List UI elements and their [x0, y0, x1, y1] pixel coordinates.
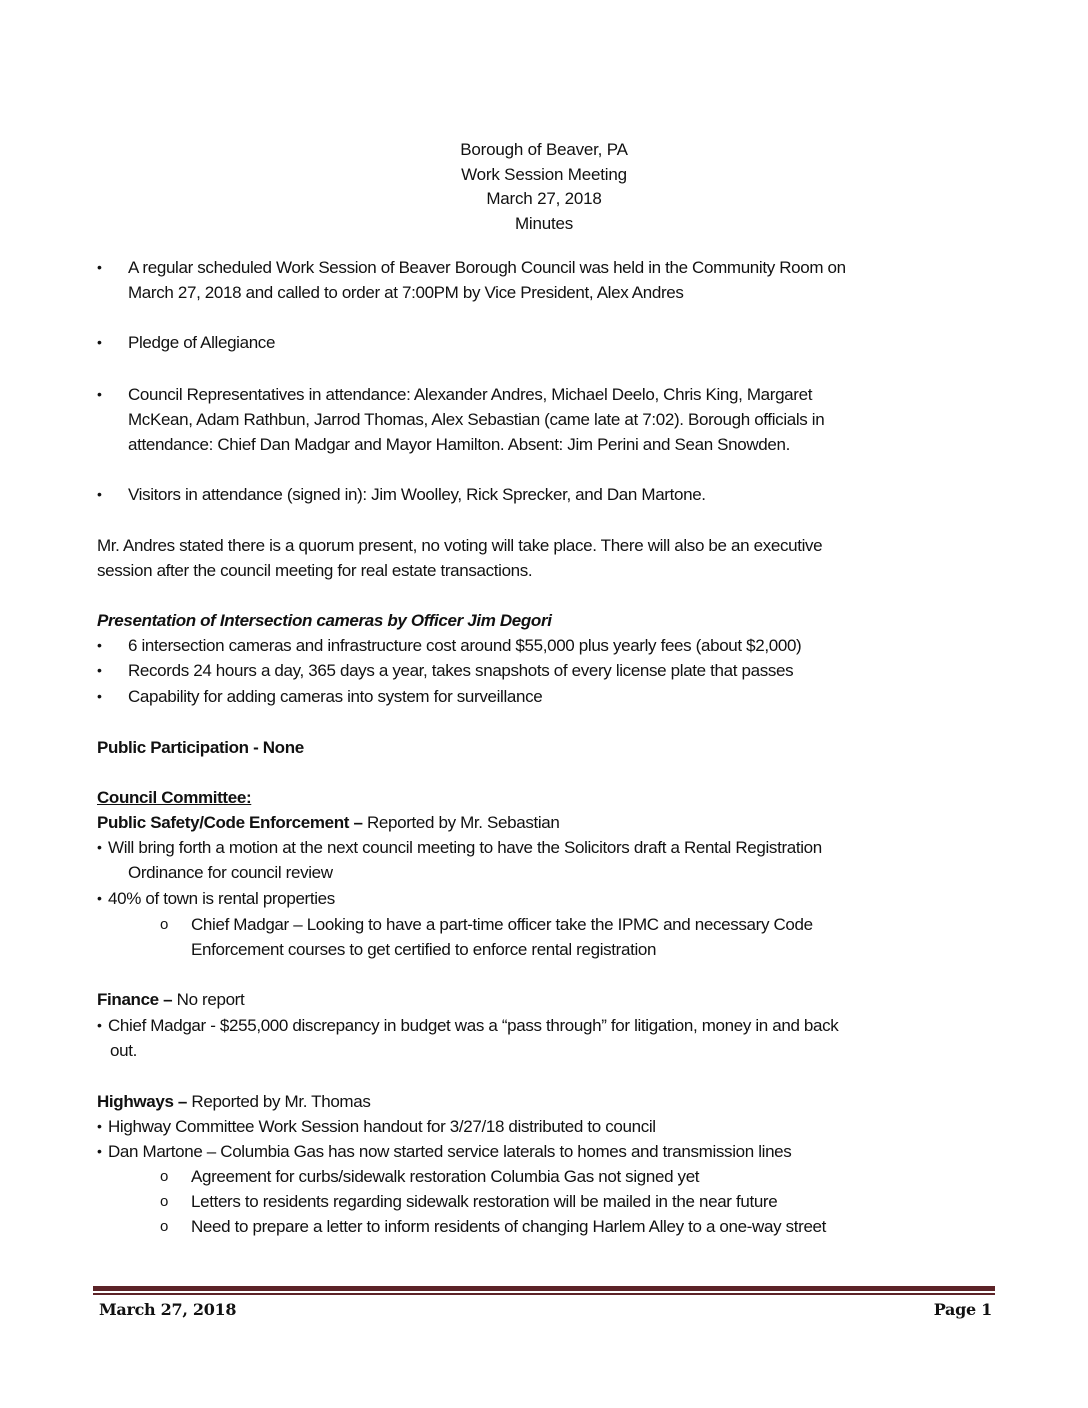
presentation-bullet-1: 6 intersection cameras and infrastructure cost around $55,000 plus yearly fees (about $2,000) — [128, 636, 802, 655]
public-safety-sub-line-1: Chief Madgar – Looking to have a part-time officer take the IPMC and necessary Code — [191, 915, 813, 934]
public-safety-heading — [97, 810, 560, 835]
call-to-order-line-1: A regular scheduled Work Session of Beaver Borough Council was held in the Community Room on — [128, 258, 846, 277]
document-type: Minutes — [514, 213, 574, 233]
meeting-type: Work Session Meeting — [461, 164, 627, 184]
highways-sub-2: Letters to residents regarding sidewalk restoration will be mailed in the near future — [191, 1192, 778, 1211]
call-to-order-line-2: March 27, 2018 and called to order at 7:00PM by Vice President, Alex Andres — [128, 283, 684, 302]
highways-sub-3: Need to prepare a letter to inform residents of changing Harlem Alley to a one-way street — [191, 1217, 827, 1236]
quorum-line-2: session after the council meeting for real estate transactions. — [97, 561, 533, 580]
bullet-icon: • — [97, 334, 102, 350]
sub-bullet-icon: o — [160, 916, 168, 933]
public-safety-reporter: Reported by Mr. Sebastian — [362, 813, 560, 832]
highways-bullet-2: Dan Martone – Columbia Gas has now started service laterals to homes and transmission lines — [108, 1142, 792, 1161]
pledge-line: Pledge of Allegiance — [128, 333, 276, 352]
footer-rule-thick — [93, 1286, 995, 1291]
public-safety-bullet-1-line-2: Ordinance for council review — [128, 863, 333, 882]
bullet-icon: • — [97, 259, 102, 275]
public-safety-bullet-2: 40% of town is rental properties — [108, 889, 335, 908]
footer-rule-thin — [93, 1293, 995, 1295]
bullet-icon: • — [97, 386, 102, 402]
presentation-bullet-3: Capability for adding cameras into system for surveillance — [128, 687, 543, 706]
bullet-icon: • — [97, 890, 102, 906]
title-block — [0, 138, 1088, 236]
visitors-line: Visitors in attendance (signed in): Jim Woolley, Rick Sprecker, and Dan Martone. — [128, 485, 706, 504]
highways-bullet-1: Highway Committee Work Session handout for 3/27/18 distributed to council — [108, 1117, 656, 1136]
highways-sub-1: Agreement for curbs/sidewalk restoration Columbia Gas not signed yet — [191, 1167, 700, 1186]
highways-title: Highways – — [97, 1092, 188, 1111]
public-safety-sub-line-2: Enforcement courses to get certified to enforce rental registration — [191, 940, 657, 959]
bullet-icon: • — [97, 688, 102, 704]
footer-date: March 27, 2018 — [99, 1300, 237, 1319]
presentation-heading: Presentation of Intersection cameras by Officer Jim Degori — [97, 611, 552, 630]
highways-reporter: Reported by Mr. Thomas — [187, 1092, 371, 1111]
sub-bullet-icon: o — [160, 1218, 168, 1235]
public-safety-bullet-1-line-1: Will bring forth a motion at the next council meeting to have the Solicitors draft a Rental Registration — [108, 838, 822, 857]
bullet-icon: • — [97, 1143, 102, 1159]
meeting-date: March 27, 2018 — [486, 189, 602, 208]
finance-bullet-line-2: out. — [110, 1041, 137, 1060]
presentation-bullet-2: Records 24 hours a day, 365 days a year, takes snapshots of every license plate that passes — [128, 661, 794, 680]
council-committee-heading: Council Committee: — [97, 788, 252, 807]
org-name: Borough of Beaver, PA — [460, 140, 628, 159]
finance-reporter: No report — [172, 990, 245, 1009]
finance-title: Finance – — [97, 990, 173, 1009]
attendance-line-3: attendance: Chief Dan Madgar and Mayor Hamilton. Absent: Jim Perini and Sean Snowden. — [128, 435, 790, 454]
quorum-line-1: Mr. Andres stated there is a quorum present, no voting will take place. There will also be an executive — [97, 536, 823, 555]
sub-bullet-icon: o — [160, 1168, 168, 1185]
highways-heading — [97, 1089, 371, 1114]
bullet-icon: • — [97, 486, 102, 502]
bullet-icon: • — [97, 637, 102, 653]
finance-heading — [97, 987, 244, 1012]
public-safety-title: Public Safety/Code Enforcement – — [97, 813, 363, 832]
bullet-icon: • — [97, 1017, 102, 1033]
bullet-icon: • — [97, 839, 102, 855]
sub-bullet-icon: o — [160, 1193, 168, 1210]
public-participation: Public Participation - None — [97, 738, 304, 757]
bullet-icon: • — [97, 1118, 102, 1134]
finance-bullet-line-1: Chief Madgar - $255,000 discrepancy in budget was a “pass through” for litigation, money in and back — [108, 1016, 839, 1035]
attendance-line-2: McKean, Adam Rathbun, Jarrod Thomas, Alex Sebastian (came late at 7:02). Borough officials in — [128, 410, 825, 429]
bullet-icon: • — [97, 662, 102, 678]
attendance-line-1: Council Representatives in attendance: Alexander Andres, Michael Deelo, Chris King, Margaret — [128, 385, 813, 404]
footer-page-number: Page 1 — [933, 1300, 992, 1319]
